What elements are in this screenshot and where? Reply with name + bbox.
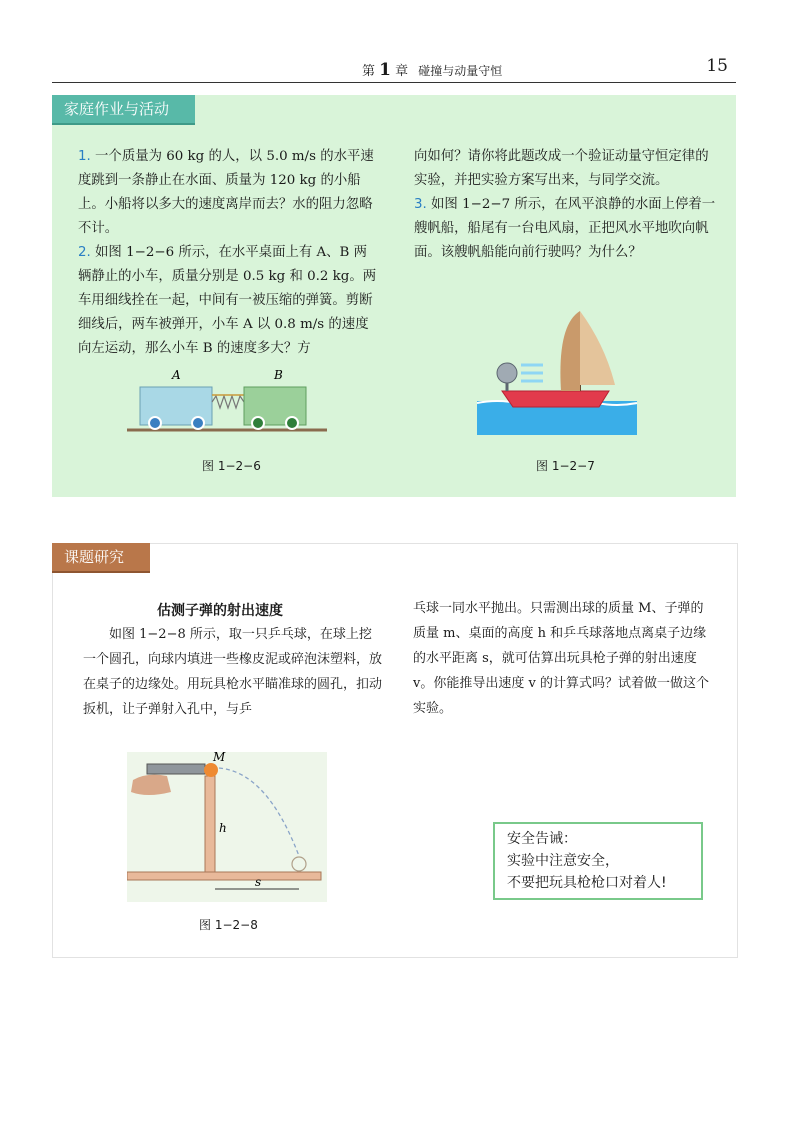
label-s: s — [255, 875, 262, 889]
chapter-number: 1 — [379, 60, 391, 80]
sail-left — [560, 311, 580, 391]
boat-hull — [502, 391, 609, 407]
warning-line-1: 实验中注意安全， — [507, 853, 619, 869]
figure-carts — [122, 367, 332, 439]
research-left-text: 如图 1−2−8 所示，取一只乒乓球，在球上挖一个圆孔，向球内填进一些橡皮泥或碎泡沫塑料，放在桌子的边缘处。用玩具枪水平瞄准球的圆孔，扣动扳机，让子弹射入孔中，与乒 — [83, 627, 383, 717]
label-m: M — [213, 752, 226, 764]
research-right-text: 乓球一同水平抛出。只需测出球的质量 M、子弹的质量 m、桌面的高度 h 和乒乓球落地点离桌子边缘的水平距离 s，就可估算出玩具枪子弹的射出速度 v。你能推导出速度 v 的计算式吗？试着做一做这个实验。 — [413, 601, 709, 716]
homework-section — [52, 95, 736, 497]
floor — [127, 872, 321, 880]
chapter-suffix: 章 — [395, 64, 409, 79]
safety-warning — [493, 822, 703, 900]
ping-pong-ball — [204, 763, 218, 777]
problem-2 — [78, 241, 378, 361]
label-a: A — [172, 368, 181, 382]
sail-right — [580, 311, 615, 385]
problem-1-text: 一个质量为 60 kg 的人，以 5.0 m/s 的水平速度跳到一条静止在水面、质量为 120 kg 的小船上。小船将以多大的速度离岸而去？水的阻力忽略不计。 — [78, 149, 374, 236]
spring — [212, 396, 244, 408]
page-number: 15 — [706, 56, 728, 76]
figure-gun-setup — [127, 752, 327, 902]
problem-1 — [78, 145, 378, 241]
toy-gun — [147, 764, 205, 774]
problem-2-text: 如图 1−2−6 所示，在水平桌面上有 A、B 两辆静止的小车，质量分别是 0.5 kg 和 0.2 kg。两车用细线拴在一起，中间有一被压缩的弹簧。剪断细线后，两车被弹开，小车 A 以 0.8 m/s 的速度向左运动，那么小车 B 的速度多大？方 — [78, 245, 377, 356]
chapter-title: 碰撞与动量守恒 — [418, 64, 503, 78]
research-tab: 课题研究 — [52, 543, 150, 573]
chapter-prefix: 第 — [362, 64, 376, 79]
table-leg — [205, 776, 215, 880]
page-header — [52, 58, 736, 83]
homework-left-column — [78, 145, 378, 361]
label-h: h — [219, 821, 227, 835]
cart-b-wheel-left — [252, 417, 264, 429]
problem-1-number: 1. — [78, 149, 91, 164]
warning-title: 安全告诫： — [507, 831, 577, 847]
research-section — [52, 543, 738, 958]
problem-2-number: 2. — [78, 245, 91, 260]
homework-right-column — [414, 145, 716, 265]
problem-3-number: 3. — [414, 197, 427, 212]
cart-b-wheel-right — [286, 417, 298, 429]
figure-1-2-7-caption: 图 1−2−7 — [536, 459, 595, 473]
figure-sailboat — [477, 303, 677, 435]
figure-1-2-6-caption: 图 1−2−6 — [202, 459, 261, 473]
homework-tab: 家庭作业与活动 — [52, 95, 195, 125]
cart-a-wheel-right — [192, 417, 204, 429]
label-b: B — [274, 368, 283, 382]
problem-3-text: 如图 1−2−7 所示，在风平浪静的水面上停着一艘帆船，船尾有一台电风扇，正把风水平地吹向帆面。该艘帆船能向前行驶吗？为什么？ — [414, 197, 716, 260]
problem-3 — [414, 193, 716, 265]
cart-a-wheel-left — [149, 417, 161, 429]
figure-1-2-8-caption: 图 1−2−8 — [199, 918, 258, 932]
fan — [497, 363, 517, 383]
research-title: 估测子弹的射出速度 — [157, 603, 283, 619]
problem-2-continuation: 向如何？请你将此题改成一个验证动量守恒定律的实验，并把实验方案写出来，与同学交流。 — [414, 149, 709, 188]
warning-line-2: 不要把玩具枪枪口对着人! — [507, 875, 667, 891]
chapter-heading — [362, 60, 502, 80]
